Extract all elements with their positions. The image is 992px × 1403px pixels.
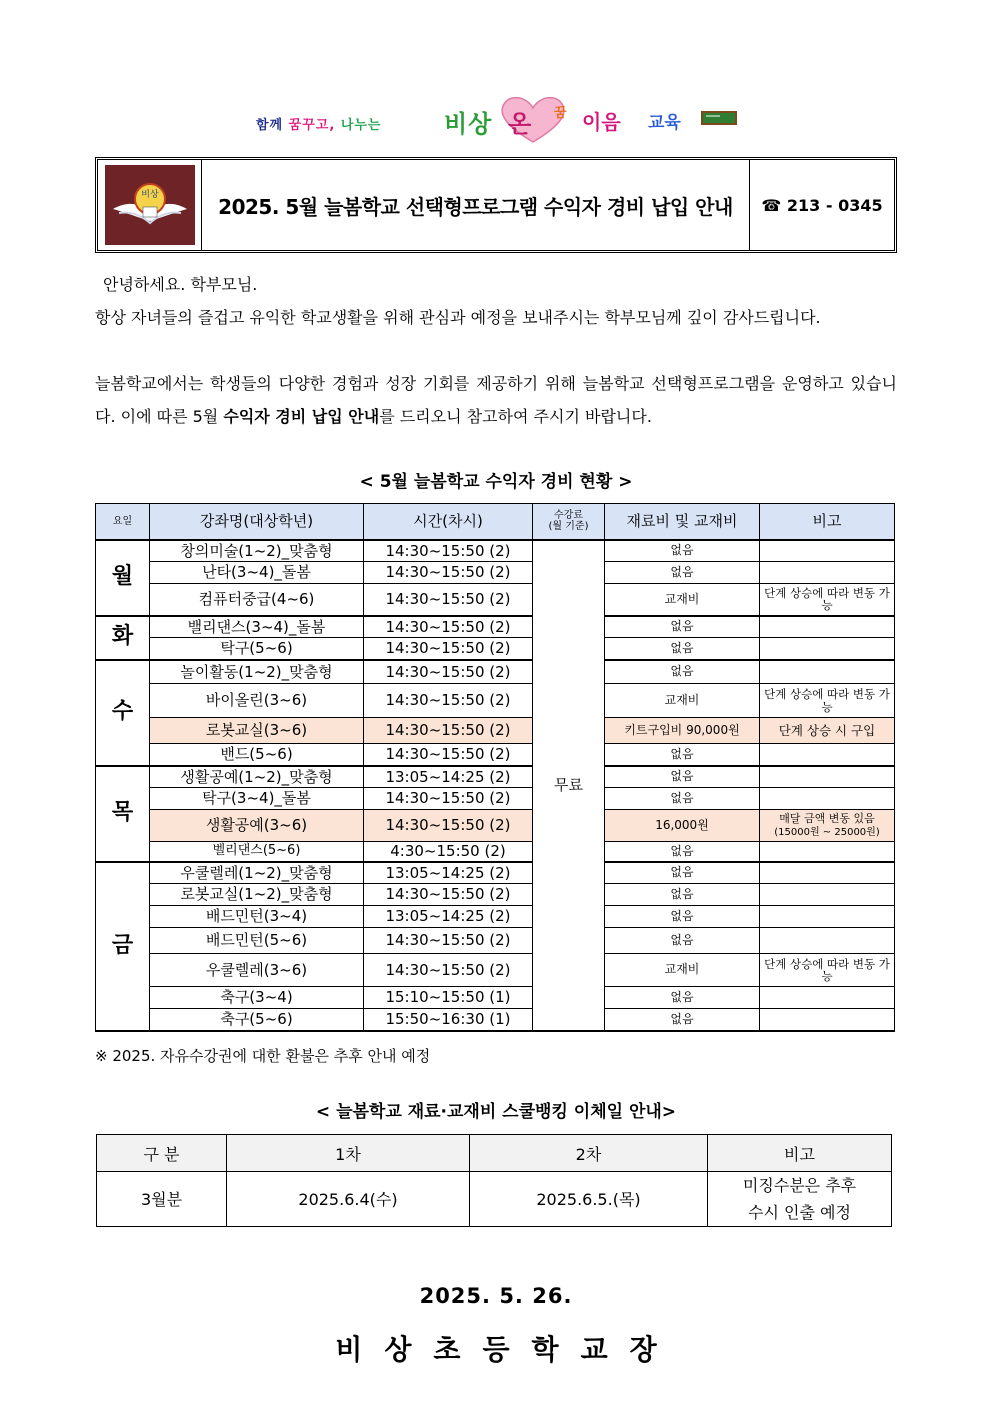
course-material: 없음 [605, 766, 760, 788]
course-note [760, 788, 895, 810]
course-note [760, 987, 895, 1009]
course-material: 없음 [605, 788, 760, 810]
document-title: 2025. 5월 늘봄학교 선택형프로그램 수익자 경비 납입 안내 [202, 160, 750, 250]
course-note [760, 862, 895, 884]
header-fee [533, 504, 605, 540]
course-name: 우쿨렐레(3~6) [150, 954, 364, 987]
table-row [96, 906, 895, 928]
table-row [96, 744, 895, 766]
course-note [760, 842, 895, 862]
course-name: 생활공예(3~6) [150, 810, 364, 842]
course-time: 14:30~15:50 (2) [364, 884, 533, 906]
course-time: 14:30~15:50 (2) [364, 744, 533, 766]
table-row [96, 842, 895, 862]
greeting [95, 268, 897, 301]
para2-text-a: 늘봄학교에서는 학생들의 다양한 경험과 성장 기회를 제공하기 위해 늘봄학교 선택형프로그램을 운영하고 있습니다. 이에 따른 5월 [95, 374, 897, 426]
course-material: 없음 [605, 928, 760, 954]
course-material: 없음 [605, 906, 760, 928]
course-time: 14:30~15:50 (2) [364, 562, 533, 584]
course-time: 14:30~15:50 (2) [364, 788, 533, 810]
course-time: 15:10~15:50 (1) [364, 987, 533, 1009]
bank-header-note: 비고 [708, 1135, 892, 1172]
course-material: 없음 [605, 562, 760, 584]
course-name: 바이올린(3~6) [150, 684, 364, 718]
bank-table-header [97, 1135, 892, 1172]
course-time: 13:05~14:25 (2) [364, 906, 533, 928]
course-name: 우쿨렐레(1~2)_맞춤형 [150, 862, 364, 884]
table-row [96, 1009, 895, 1031]
bank-table [96, 1134, 892, 1227]
course-time: 14:30~15:50 (2) [364, 540, 533, 562]
brand-part-4: 이음 [582, 110, 621, 134]
para2-text-bold: 수익자 경비 납입 안내 [223, 407, 380, 426]
intro-paragraph-1-text: 항상 자녀들의 즐겁고 유익한 학교생활을 위해 관심과 예정을 보내주시는 학부모님께 깊이 감사드립니다. [95, 308, 821, 327]
course-material: 없음 [605, 842, 760, 862]
day-mon: 월 [96, 540, 150, 616]
table-row [96, 810, 895, 842]
day-thu: 목 [96, 766, 150, 862]
course-note [760, 1009, 895, 1031]
bank-table-row [97, 1172, 892, 1227]
course-note [760, 638, 895, 660]
course-name: 컴퓨터중급(4~6) [150, 584, 364, 616]
course-material: 키트구입비 90,000원 [605, 718, 760, 744]
course-material: 없음 [605, 540, 760, 562]
header-box [95, 157, 897, 253]
course-material: 없음 [605, 638, 760, 660]
table-row [96, 660, 895, 684]
logo-cell [98, 160, 202, 250]
course-note [760, 562, 895, 584]
signature: 비상초등학교장 [335, 1333, 679, 1366]
header-fee-line1: 수강료 [554, 509, 583, 521]
course-name: 축구(5~6) [150, 1009, 364, 1031]
course-note [760, 540, 895, 562]
bank-note-line2: 수시 인출 예정 [748, 1203, 851, 1222]
course-note [760, 766, 895, 788]
course-time: 14:30~15:50 (2) [364, 928, 533, 954]
table-row [96, 987, 895, 1009]
intro-paragraph-2-text [95, 367, 897, 433]
fee-table [95, 503, 895, 1032]
course-name: 창의미술(1~2)_맞춤형 [150, 540, 364, 562]
slogan-part-1: 함께 [256, 118, 284, 133]
course-time: 14:30~15:50 (2) [364, 660, 533, 684]
course-name: 벨리댄스(5~6) [150, 842, 364, 862]
course-name: 밴드(5~6) [150, 744, 364, 766]
table-row [96, 562, 895, 584]
course-name: 밸리댄스(3~4)_돌봄 [150, 616, 364, 638]
course-material: 없음 [605, 744, 760, 766]
day-fri: 금 [96, 862, 150, 1031]
course-note [760, 744, 895, 766]
slogan-text [256, 114, 382, 133]
course-material: 16,000원 [605, 810, 760, 842]
course-time: 4:30~15:50 (2) [364, 842, 533, 862]
header-day: 요일 [96, 504, 150, 540]
table-row [96, 954, 895, 987]
course-name: 탁구(3~4)_돌봄 [150, 788, 364, 810]
table-row [96, 584, 895, 616]
table-row [96, 788, 895, 810]
course-note: 단계 상승에 따라 변동 가능 [760, 584, 895, 616]
course-note [760, 660, 895, 684]
bank-table-title: < 늘봄학교 재료·교재비 스쿨뱅킹 이체일 안내> [315, 1102, 677, 1122]
course-material: 교재비 [605, 584, 760, 616]
course-time: 14:30~15:50 (2) [364, 638, 533, 660]
course-note-line1: 매달 금액 변동 있음 [779, 812, 875, 826]
table-row [96, 862, 895, 884]
intro-paragraph-2 [95, 367, 897, 433]
course-time: 13:05~14:25 (2) [364, 862, 533, 884]
para2-text-b: 를 드리오니 참고하여 주시기 바랍니다. [379, 407, 652, 426]
bank-note-line1: 미징수분은 추후 [742, 1176, 857, 1195]
bank-row-label: 3월분 [97, 1172, 227, 1227]
fee-table-header [96, 504, 895, 540]
table-row [96, 616, 895, 638]
day-tue: 화 [96, 616, 150, 660]
course-note: 단계 상승 시 구입 [760, 718, 895, 744]
course-material: 없음 [605, 616, 760, 638]
slogan-part-2: 꿈꾸고, [288, 118, 336, 133]
course-note [760, 928, 895, 954]
course-time: 14:30~15:50 (2) [364, 810, 533, 842]
course-time: 15:50~16:30 (1) [364, 1009, 533, 1031]
course-note [760, 810, 895, 842]
course-name: 탁구(5~6) [150, 638, 364, 660]
fee-value: 무료 [533, 540, 605, 1031]
course-material: 없음 [605, 884, 760, 906]
table-row [96, 540, 895, 562]
course-name: 놀이활동(1~2)_맞춤형 [150, 660, 364, 684]
course-name: 로봇교실(1~2)_맞춤형 [150, 884, 364, 906]
course-note [760, 884, 895, 906]
table-row [96, 684, 895, 718]
brand-part-3: 꿈 [554, 106, 567, 121]
course-material: 없음 [605, 987, 760, 1009]
header-time: 시간(차시) [364, 504, 533, 540]
greeting-text: 안녕하세요. 학부모님. [103, 275, 258, 294]
course-name: 생활공예(1~2)_맞춤형 [150, 766, 364, 788]
course-name: 난타(3~4)_돌봄 [150, 562, 364, 584]
school-emblem-icon [105, 165, 195, 245]
course-note [760, 906, 895, 928]
course-time: 14:30~15:50 (2) [364, 584, 533, 616]
course-material: 없음 [605, 1009, 760, 1031]
issue-date: 2025. 5. 26. [419, 1284, 573, 1308]
blackboard-icon [700, 110, 738, 126]
course-time: 14:30~15:50 (2) [364, 684, 533, 718]
table-row [96, 766, 895, 788]
bank-row-second: 2025.6.5.(목) [470, 1172, 708, 1227]
course-name: 축구(3~4) [150, 987, 364, 1009]
bank-header-category: 구 분 [97, 1135, 227, 1172]
course-material: 교재비 [605, 684, 760, 718]
table-row [96, 884, 895, 906]
course-material: 없음 [605, 862, 760, 884]
course-name: 배드민턴(5~6) [150, 928, 364, 954]
phone-number: ☎ 213 - 0345 [761, 195, 883, 215]
table-row [96, 718, 895, 744]
school-logo [105, 165, 195, 245]
course-time: 14:30~15:50 (2) [364, 616, 533, 638]
bank-header-second: 2차 [470, 1135, 708, 1172]
slogan-banner [0, 94, 992, 150]
course-time: 13:05~14:25 (2) [364, 766, 533, 788]
intro-paragraph-1 [95, 301, 897, 334]
fee-table-title: < 5월 늘봄학교 수익자 경비 현황 > [359, 472, 633, 492]
course-time: 14:30~15:50 (2) [364, 718, 533, 744]
slogan-part-3: 나누는 [340, 118, 382, 133]
brand-part-2: 온 [508, 110, 532, 138]
brand-part-1: 비상 [444, 110, 493, 138]
bank-header-first: 1차 [227, 1135, 470, 1172]
course-name: 로봇교실(3~6) [150, 718, 364, 744]
course-note: 단계 상승에 따라 변동 가능 [760, 684, 895, 718]
logo-text: 비상 [140, 190, 159, 200]
day-wed: 수 [96, 660, 150, 766]
course-time: 14:30~15:50 (2) [364, 954, 533, 987]
course-note: 단계 상승에 따라 변동 가능 [760, 954, 895, 987]
bank-row-note [708, 1172, 892, 1227]
header-fee-line2: (월 기준) [548, 521, 589, 533]
footnote: ※ 2025. 자유수강권에 대한 환불은 추후 안내 예정 [95, 1047, 431, 1065]
course-note [760, 616, 895, 638]
header-material: 재료비 및 교재비 [605, 504, 760, 540]
brand-part-5: 교육 [648, 113, 681, 133]
header-course: 강좌명(대상학년) [150, 504, 364, 540]
course-material: 교재비 [605, 954, 760, 987]
course-material: 없음 [605, 660, 760, 684]
bank-row-first: 2025.6.4(수) [227, 1172, 470, 1227]
header-note: 비고 [760, 504, 895, 540]
course-name: 배드민턴(3~4) [150, 906, 364, 928]
table-row [96, 928, 895, 954]
course-note-line2: (15000원 ~ 25000원) [774, 826, 880, 838]
table-row [96, 638, 895, 660]
